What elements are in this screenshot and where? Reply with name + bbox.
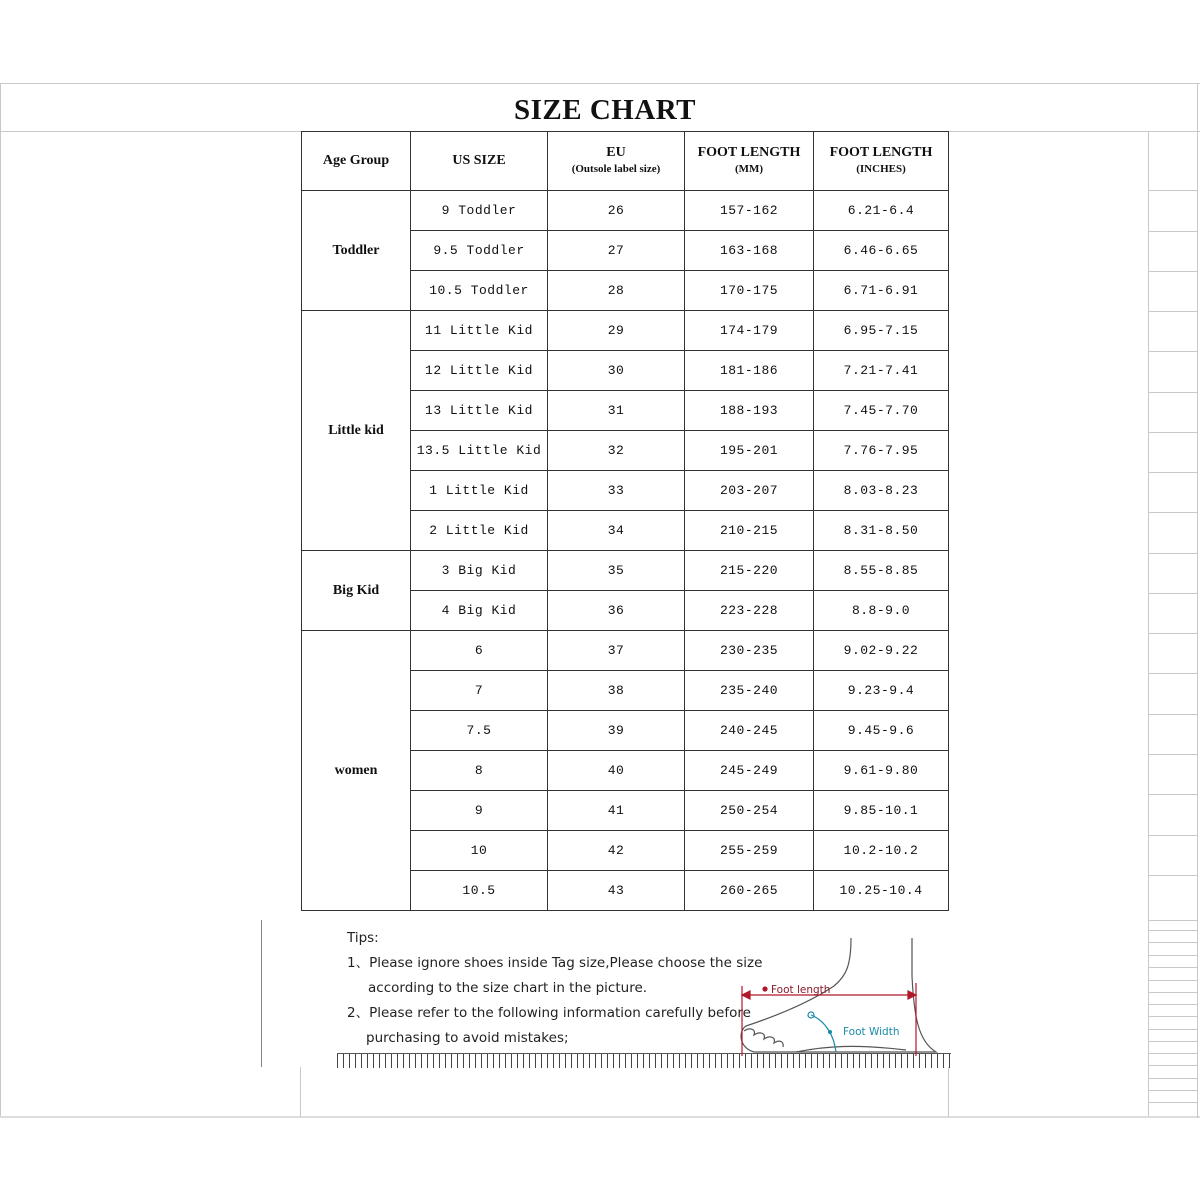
header-foot-length-mm: FOOT LENGTH (MM) [685,132,814,191]
frame-right-edge-line [1197,83,1198,1118]
eu-size-cell: 42 [548,831,685,871]
foot-length-inches-cell: 6.46-6.65 [814,231,949,271]
foot-length-mm-cell: 215-220 [685,551,814,591]
grid-line [1149,1090,1197,1091]
foot-length-inches-cell: 9.45-9.6 [814,711,949,751]
grid-line [1149,1053,1197,1054]
grid-line [1149,190,1197,191]
us-size-cell: 13 Little Kid [411,391,548,431]
grid-line [1149,1065,1197,1066]
eu-size-cell: 29 [548,311,685,351]
table-row [302,551,949,591]
page-title: SIZE CHART [513,94,697,126]
foot-length-mm-cell: 250-254 [685,791,814,831]
eu-size-cell: 27 [548,231,685,271]
eu-size-cell: 41 [548,791,685,831]
us-size-cell: 10.5 [411,871,548,911]
frame-bottom-line [0,1116,1200,1118]
grid-line [1149,512,1197,513]
age-group-cell: Big Kid [302,551,411,631]
foot-length-inches-cell: 6.95-7.15 [814,311,949,351]
header-age-group: Age Group [302,132,411,191]
header-us-size: US SIZE [411,132,548,191]
grid-line [1149,311,1197,312]
foot-length-mm-cell: 181-186 [685,351,814,391]
frame-top-line [0,83,1200,84]
frame-right-col-line [1148,131,1149,1116]
foot-length-inches-cell: 10.2-10.2 [814,831,949,871]
grid-line [1149,1004,1197,1005]
eu-size-cell: 43 [548,871,685,911]
tip-1-line-2: according to the size chart in the picture. [368,980,648,996]
foot-length-mm-cell: 170-175 [685,271,814,311]
eu-size-cell: 28 [548,271,685,311]
grid-line [1149,271,1197,272]
foot-length-mm-cell: 223-228 [685,591,814,631]
grid-line [1149,835,1197,836]
foot-length-mm-cell: 245-249 [685,751,814,791]
eu-size-cell: 40 [548,751,685,791]
grid-line [1149,231,1197,232]
frame-lower-left-line [300,1067,301,1117]
us-size-cell: 12 Little Kid [411,351,548,391]
grid-line [1149,593,1197,594]
us-size-cell: 9 [411,791,548,831]
tip-2-line-2: purchasing to avoid mistakes; [366,1030,569,1046]
us-size-cell: 13.5 Little Kid [411,431,548,471]
foot-length-mm-cell: 157-162 [685,191,814,231]
foot-length-mm-cell: 230-235 [685,631,814,671]
us-size-cell: 10 [411,831,548,871]
eu-size-cell: 39 [548,711,685,751]
grid-line [1149,1016,1197,1017]
foot-length-mm-cell: 260-265 [685,871,814,911]
age-group-cell: Toddler [302,191,411,311]
grid-line [1149,714,1197,715]
grid-line [1149,432,1197,433]
age-group-cell: Little kid [302,311,411,551]
eu-size-cell: 33 [548,471,685,511]
grid-line [1149,754,1197,755]
grid-line [1149,920,1197,921]
foot-length-mm-cell: 240-245 [685,711,814,751]
foot-length-inches-cell: 10.25-10.4 [814,871,949,911]
foot-length-inches-cell: 6.71-6.91 [814,271,949,311]
grid-line [1149,1029,1197,1030]
grid-line [1149,992,1197,993]
grid-line [1149,1041,1197,1042]
foot-width-label: Foot Width [843,1026,900,1038]
foot-length-inches-cell: 7.76-7.95 [814,431,949,471]
table-header-row [302,132,949,191]
tip-1-line-1: 1、Please ignore shoes inside Tag size,Please choose the size [347,955,763,971]
size-chart-table [301,131,949,911]
grid-line [1149,955,1197,956]
us-size-cell: 4 Big Kid [411,591,548,631]
us-size-cell: 10.5 Toddler [411,271,548,311]
tips-heading: Tips: [347,930,379,946]
frame-lower-right-line [948,1067,949,1117]
foot-length-mm-cell: 203-207 [685,471,814,511]
us-size-cell: 11 Little Kid [411,311,548,351]
grid-line [1149,472,1197,473]
us-size-cell: 9 Toddler [411,191,548,231]
grid-line [1149,980,1197,981]
us-size-cell: 2 Little Kid [411,511,548,551]
foot-length-inches-cell: 9.85-10.1 [814,791,949,831]
foot-length-mm-cell: 174-179 [685,311,814,351]
foot-length-inches-cell: 8.03-8.23 [814,471,949,511]
table-row [302,631,949,671]
grid-line [1149,633,1197,634]
foot-length-mm-cell: 195-201 [685,431,814,471]
us-size-cell: 3 Big Kid [411,551,548,591]
header-eu: EU (Outsole label size) [548,132,685,191]
foot-length-inches-cell: 8.31-8.50 [814,511,949,551]
grid-line [1149,930,1197,931]
grid-line [1149,351,1197,352]
eu-size-cell: 36 [548,591,685,631]
eu-size-cell: 37 [548,631,685,671]
grid-line [1149,942,1197,943]
foot-measurement-diagram [736,936,956,1056]
foot-length-inches-cell: 9.61-9.80 [814,751,949,791]
eu-size-cell: 31 [548,391,685,431]
eu-size-cell: 35 [548,551,685,591]
eu-size-cell: 26 [548,191,685,231]
foot-length-inches-cell: 9.23-9.4 [814,671,949,711]
header-foot-length-inches: FOOT LENGTH (INCHES) [814,132,949,191]
foot-length-inches-cell: 7.21-7.41 [814,351,949,391]
eu-size-cell: 30 [548,351,685,391]
table-row [302,311,949,351]
table-row [302,191,949,231]
grid-line [1149,794,1197,795]
grid-line [1149,553,1197,554]
us-size-cell: 8 [411,751,548,791]
foot-length-inches-cell: 6.21-6.4 [814,191,949,231]
foot-length-label: Foot length [771,984,831,996]
tips-section [347,926,762,1051]
us-size-cell: 9.5 Toddler [411,231,548,271]
foot-length-mm-cell: 235-240 [685,671,814,711]
foot-length-inches-cell: 8.55-8.85 [814,551,949,591]
grid-line [1149,1078,1197,1079]
grid-line [1149,875,1197,876]
us-size-cell: 6 [411,631,548,671]
eu-size-cell: 32 [548,431,685,471]
us-size-cell: 7.5 [411,711,548,751]
foot-length-inches-cell: 8.8-9.0 [814,591,949,631]
grid-line [1149,673,1197,674]
tips-left-line [261,920,262,1067]
grid-line [1149,392,1197,393]
foot-length-inches-cell: 7.45-7.70 [814,391,949,431]
foot-length-mm-cell: 210-215 [685,511,814,551]
grid-line [1149,967,1197,968]
foot-length-inches-cell: 9.02-9.22 [814,631,949,671]
eu-size-cell: 38 [548,671,685,711]
eu-size-cell: 34 [548,511,685,551]
us-size-cell: 7 [411,671,548,711]
foot-length-mm-cell: 163-168 [685,231,814,271]
tip-2-line-1: 2、Please refer to the following information carefully before [347,1005,751,1021]
us-size-cell: 1 Little Kid [411,471,548,511]
table-body [302,191,949,911]
grid-line [1149,1102,1197,1103]
foot-length-mm-cell: 188-193 [685,391,814,431]
foot-length-mm-cell: 255-259 [685,831,814,871]
age-group-cell: women [302,631,411,911]
frame-left-line [0,83,1,1118]
